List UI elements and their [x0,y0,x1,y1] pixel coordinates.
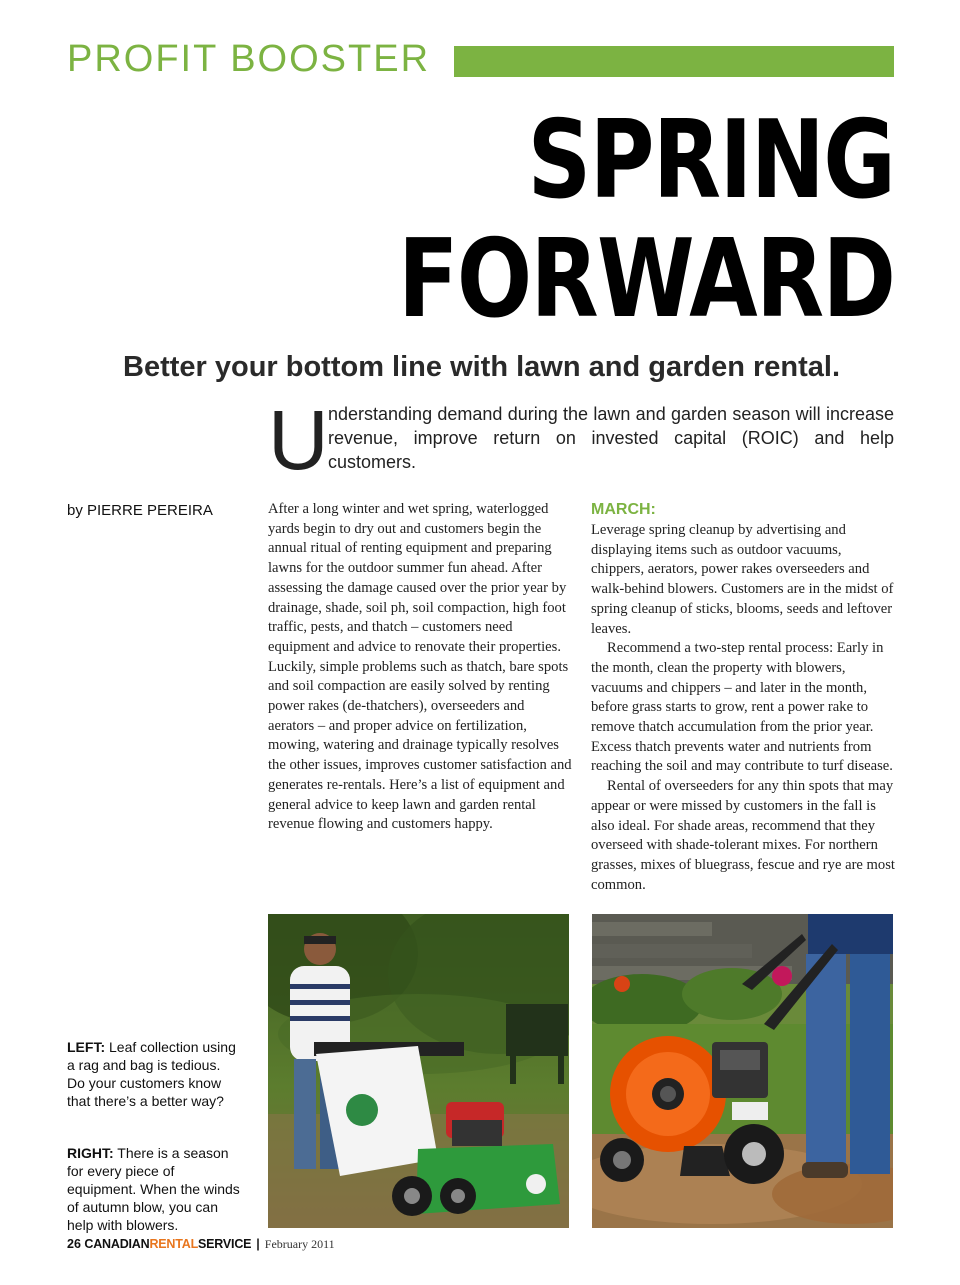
body-column-right [591,500,896,895]
caption-left [67,1038,242,1110]
march-paragraph-3: Rental of overseeders for any thin spots that may appear or were missed by customers in the fall is also ideal. For shade areas, recommend that they overseed with shade-tolerant mixes. For northern grasses, mixes of bluegrass, fescue and rye are most common. [591,778,895,893]
intro-text: nderstanding demand during the lawn and garden season will increase revenue, improve return on invested capital (ROIC) and help customers. [328,404,894,472]
body-column-left: After a long winter and wet spring, waterlogged yards begin to dry out and customers begin the annual ritual of renting equipment and preparing lawns for the outdoor summer fun ahead. After assessing the damage caused over the prior year by drainage, shade, soil ph, soil compaction, high foot traffic, pests, and thatch – customers need equipment and advice to renovate their properties. Luckily, simple problems such as thatch, bare spots and soil compaction are easily solved by renting power rakes (de-thatchers), overseeders and aerators – and proper advice on fertilization, mowing, watering and drainage typically resolves the other issues, improves customer satisfaction and generates re-rentals. Here’s a list of equipment and general advice to keep lawn and garden rental revenue flowing and customers happy. [268,501,572,833]
page-footer [67,1236,335,1252]
magazine-name-part-2: RENTAL [149,1237,199,1251]
section-label: PROFIT BOOSTER [67,38,431,80]
article-subtitle: Better your bottom line with lawn and garden rental. [123,351,841,383]
headline-line-1: SPRING [527,98,894,223]
photo-leaf-blower-illustration [592,914,893,1228]
photo-leaf-vacuum-illustration [268,914,569,1228]
march-paragraph-2: Recommend a two-step rental process: Early in the month, clean the property with blowers, vacuums and chippers – and later in the month, before grass starts to grow, rent a power rake to remove thatch accumulation from the prior year. Excess thatch prevents water and nutrients from reaching the soil and may contribute to turf disease. [591,640,893,775]
byline: by PIERRE PEREIRA [67,502,213,519]
page-number: 26 [67,1237,81,1251]
caption-right-text: There is a season for every piece of equipment. When the winds of autumn blow, you can help with blowers. [67,1145,240,1233]
photo-leaf-vacuum [268,914,569,1228]
headline-line-2: FORWARD [397,217,894,342]
section-accent-bar [454,46,894,77]
caption-left-label: LEFT: [67,1039,106,1055]
magazine-name-part-3: SERVICE [198,1237,252,1251]
caption-right [67,1144,242,1234]
caption-right-label: RIGHT: [67,1145,114,1161]
drop-cap: U [268,393,329,487]
march-heading: MARCH: [591,501,656,518]
issue-date: February 2011 [264,1237,335,1251]
footer-separator: | [256,1237,260,1251]
photo-leaf-blower [592,914,893,1228]
intro-paragraph [268,393,894,487]
caption-left-text: Leaf collection using a rag and bag is tedious. Do your customers know that there’s a better way? [67,1039,236,1109]
magazine-name-part-1: CANADIAN [84,1237,150,1251]
march-paragraph-1: Leverage spring cleanup by advertising and displaying items such as outdoor vacuums, chippers, aerators, power rakes overseeders and walk-behind blowers. Customers are in the midst of spring cleanup of sticks, blooms, seeds and leftover leaves. [591,522,894,637]
